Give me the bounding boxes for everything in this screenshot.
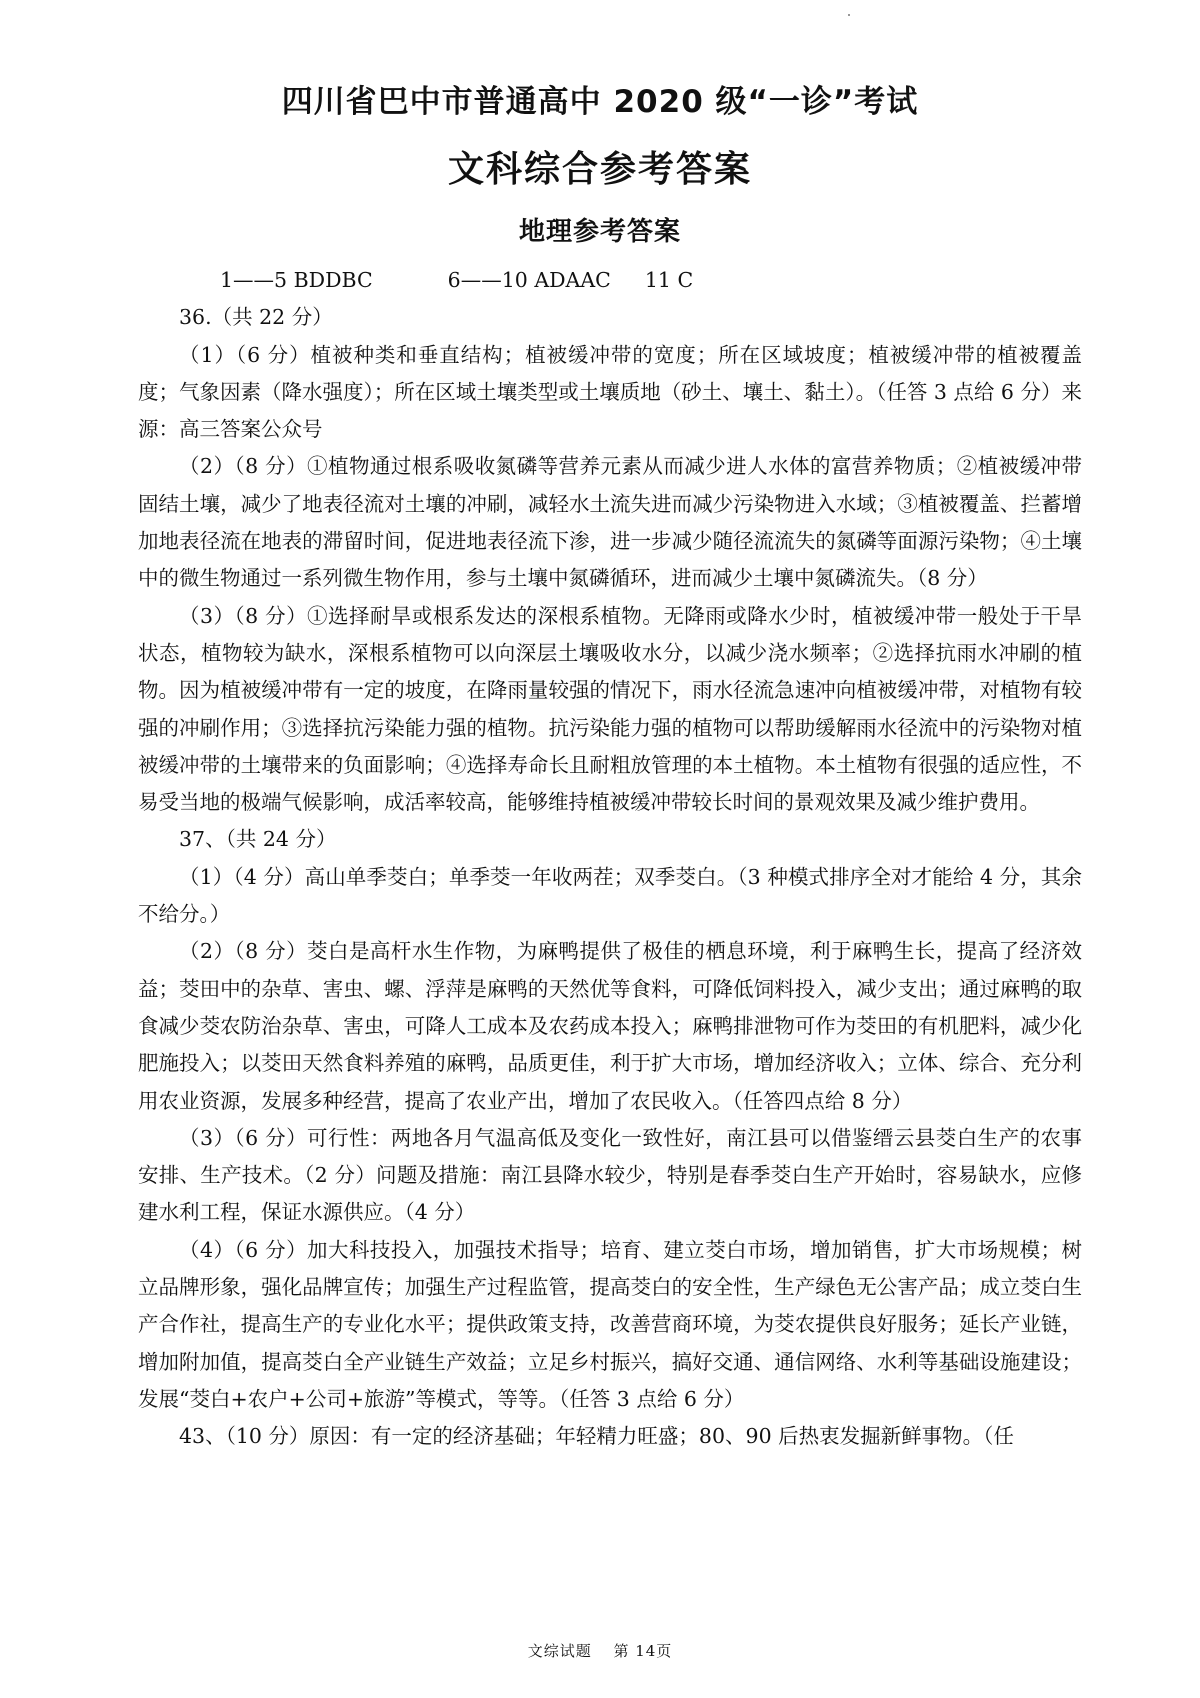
q37-part3: （3）（6 分）可行性：两地各月气温高低及变化一致性好，南江县可以借鉴缙云县茭白生产的农事安排、生产技术。（2 分）问题及措施：南江县降水较少，特别是春季茭白生产开始时，容易缺水，应修建水利工程，保证水源供应。（4 分） (138, 1125, 1082, 1225)
mc-answers-1-5: 1——5 BDDBC (220, 268, 373, 292)
exam-title: 四川省巴中市普通高中 2020 级“一诊”考试 (281, 84, 919, 120)
q37-part1: （1）（4 分）高山单季茭白；单季茭一年收两茬；双季茭白。（3 种模式排序全对才能给 4 分，其余不给分。） (138, 864, 1082, 927)
q43-answer: 43、（10 分）原因：有一定的经济基础；年轻精力旺盛；80、90 后热衷发掘新鲜事物。（任 (179, 1424, 1014, 1449)
mc-answer-11: 11 C (644, 268, 694, 292)
scan-speck (848, 14, 850, 16)
q37-part2: （2）（8 分）茭白是高杆水生作物，为麻鸭提供了极佳的栖息环境，利于麻鸭生长，提高了经济效益；茭田中的杂草、害虫、螺、浮萍是麻鸭的天然优等食料，可降低饲料投入，减少支出；通过麻鸭的取食减少茭农防治杂草、害虫，可降人工成本及农药成本投入；麻鸭排泄物可作为茭田的有机肥料，减少化肥施投入；以茭田天然食料养殖的麻鸭，品质更佳，利于扩大市场，增加经济收入；立体、综合、充分利用农业资源，发展多种经营，提高了农业产出，增加了农民收入。（任答四点给 8 分） (138, 939, 1082, 1113)
document-title: 文科综合参考答案 (447, 149, 752, 190)
q36-part3: （3）（8 分）①选择耐旱或根系发达的深根系植物。无降雨或降水少时，植被缓冲带一般处于干旱状态，植物较为缺水，深根系植物可以向深层土壤吸收水分，以减少浇水频率；②选择抗雨水冲刷的植物。因为植被缓冲带有一定的坡度，在降雨量较强的情况下，雨水径流急速冲向植被缓冲带，对植物有较强的冲刷作用；③选择抗污染能力强的植物。抗污染能力强的植物可以帮助缓解雨水径流中的污染物对植被缓冲带的土壤带来的负面影响；④选择寿命长且耐粗放管理的本土植物。本土植物有很强的适应性，不易受当地的极端气候影响，成活率较高，能够维持植被缓冲带较长时间的景观效果及减少维护费用。 (138, 603, 1082, 815)
q37-heading: 37、（共 24 分） (179, 827, 337, 852)
page-footer: 文综试题 第 14页 (527, 1642, 673, 1660)
q37-part4: （4）（6 分）加大科技投入，加强技术指导；培育、建立茭白市场，增加销售，扩大市场规模；树立品牌形象，强化品牌宣传；加强生产过程监管，提高茭白的安全性，生产绿色无公害产品；成立茭白生产合作社，提高生产的专业化水平；提供政策支持，改善营商环境，为茭农提供良好服务；延长产业链，增加附加值，提高茭白全产业链生产效益；立足乡村振兴，搞好交通、通信网络、水利等基础设施建设；发展“茭白+农户+公司+旅游”等模式，等等。（任答 3 点给 6 分） (138, 1237, 1082, 1411)
q36-heading: 36.（共 22 分） (179, 305, 333, 330)
section-title: 地理参考答案 (518, 217, 681, 247)
answer-content (138, 262, 1082, 1456)
q36-part1: （1）（6 分）植被种类和垂直结构；植被缓冲带的宽度；所在区域坡度；植被缓冲带的植被覆盖度；气象因素（降水强度）；所在区域土壤类型或土壤质地（砂土、壤土、黏土）。（任答 3 点给 6 分）来源：高三答案公众号 (138, 342, 1082, 442)
mc-answers-6-10: 6——10 ADAAC (447, 268, 611, 292)
q36-part2: （2）（8 分）①植物通过根系吸收氮磷等营养元素从而减少进人水体的富营养物质；②植被缓冲带固结土壤，减少了地表径流对土壤的冲刷，减轻水土流失进而减少污染物进入水域；③植被覆盖、拦蓄增加地表径流在地表的滞留时间，促进地表径流下渗，进一步减少随径流流失的氮磷等面源污染物；④土壤中的微生物通过一系列微生物作用，参与土壤中氮磷循环，进而减少土壤中氮磷流失。（8 分） (138, 454, 1082, 591)
multiple-choice-answers (138, 262, 1082, 299)
